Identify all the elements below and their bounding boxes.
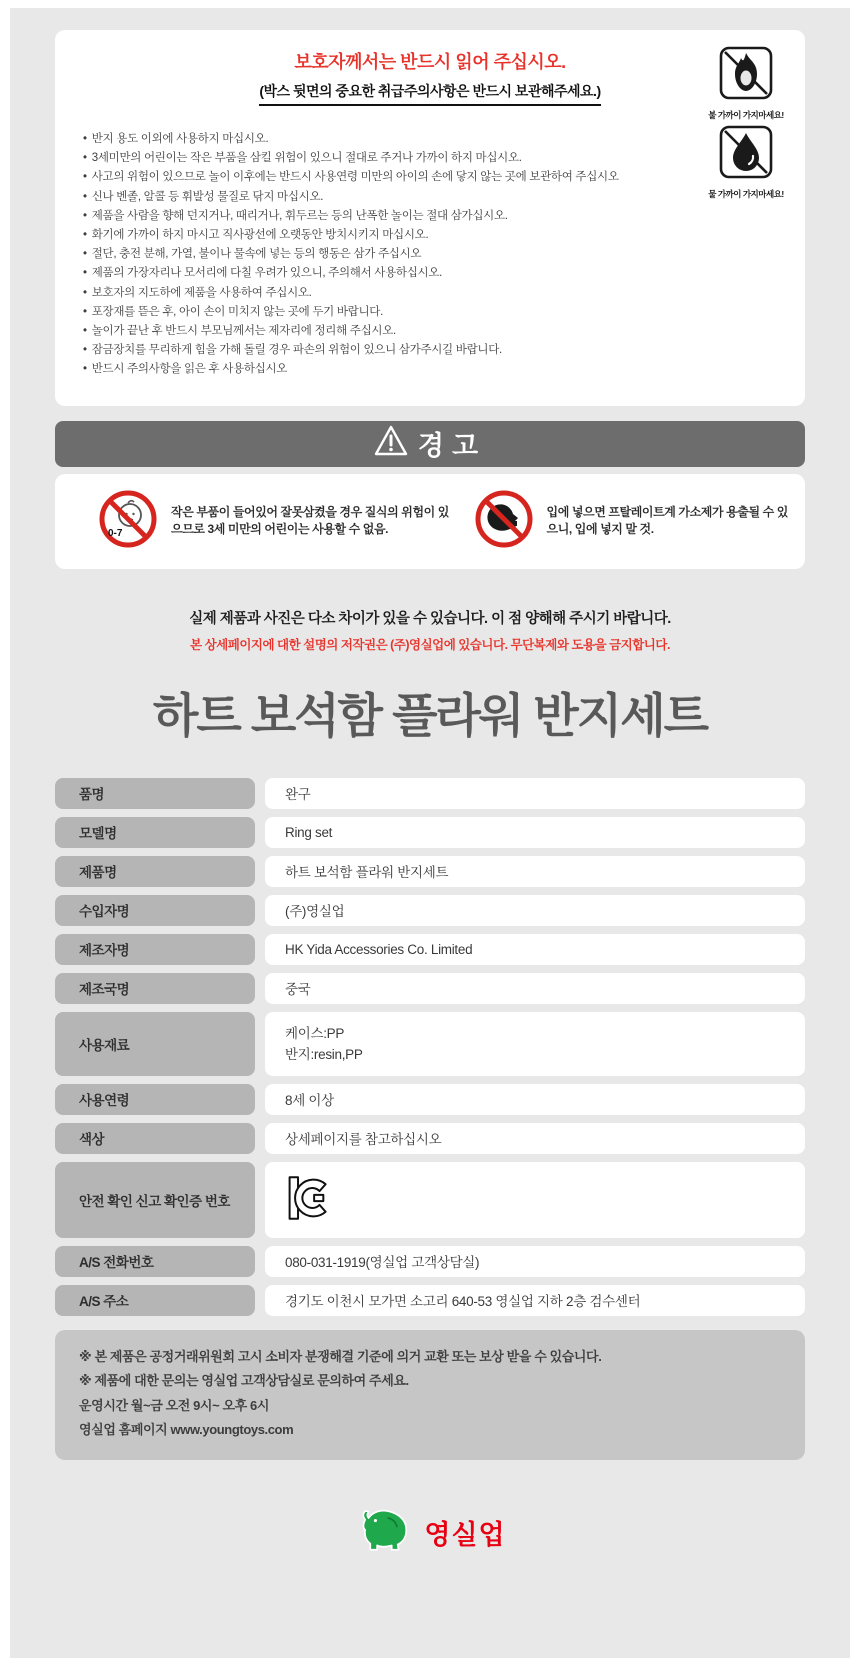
footer-notes-card [55,1330,805,1460]
no-fire-icon [717,89,775,106]
no-water-caption: 물 가까이 가지마세요! [708,189,784,199]
warning-banner-label: 경고 [417,431,487,462]
choking-warning-text: 작은 부품이 들어있어 잘못삼켰을 경우 질식의 위험이 있으므로 3세 미만의 어린이는 사용할 수 없음. [171,504,449,537]
safety-bullet: • 신나 벤졸, 알콜 등 휘발성 물질로 닦지 마십시오. [83,188,695,207]
spec-label: 사용재료 [55,1012,255,1076]
no-fire-caption: 불 가까이 가지마세요! [708,110,784,120]
disclaimer-block [55,607,805,653]
spec-row-country [55,973,805,1004]
footer-homepage: 영실업 홈페이지 www.youngtoys.com [79,1422,294,1438]
spec-label: A/S 전화번호 [55,1246,255,1277]
spec-row-color [55,1123,805,1154]
spec-row-as-address [55,1285,805,1316]
spec-value: 상세페이지를 참고하십시오 [265,1123,805,1154]
spec-label: A/S 주소 [55,1285,255,1316]
spec-label: 안전 확인 신고 확인증 번호 [55,1162,255,1238]
no-water-icon [717,168,775,185]
spec-value: 중국 [265,973,805,1004]
spec-row-certification [55,1162,805,1238]
spec-label: 제조자명 [55,934,255,965]
warning-banner [55,421,805,467]
spec-value: 하트 보석함 플라워 반지세트 [265,856,805,887]
page-background [10,8,850,1658]
no-mouth-icon [473,488,535,555]
safety-bullet: • 보호자의 지도하에 제품을 사용하여 주십시오. [83,284,695,303]
guardian-notice-title: 보호자께서는 반드시 읽어 주십시오. [294,52,566,72]
spec-label: 제품명 [55,856,255,887]
spec-value: 080-031-1919(영실업 고객상담실) [265,1246,805,1277]
spec-row-manufacturer [55,934,805,965]
warning-items-card [55,474,805,569]
footer-note: 운영시간 월~금 오전 9시~ 오후 6시 [79,1397,269,1413]
spec-value: HK Yida Accessories Co. Limited [265,934,805,965]
spec-row-age [55,1084,805,1115]
no-children-0-7-icon [97,488,159,555]
elephant-logo-icon [354,1506,414,1559]
safety-bullet: • 제품을 사람을 향해 던지거나, 때리거나, 휘두르는 등의 난폭한 놀이는 절대 삼가십시오. [83,207,695,226]
safety-bullet: • 잠금장치를 무리하게 힘을 가해 돌릴 경우 파손의 위험이 있으니 삼가주시길 바랍니다. [83,341,695,360]
safety-bullet: • 사고의 위험이 있으므로 놀이 이후에는 반드시 사용연령 미만의 아이의 손에 닿지 않는 곳에 보관하여 주십시오 [83,168,695,187]
safety-bullet: • 포장재를 뜯은 후, 아이 손이 미치지 않는 곳에 두기 바랍니다. [83,303,695,322]
product-title: 하트 보석함 플라워 반지세트 [153,688,707,742]
safety-bullet: • 제품의 가장자리나 모서리에 다칠 우려가 있으니, 주의해서 사용하십시오. [83,264,695,283]
spec-value-line: 반지:resin,PP [285,1046,363,1062]
safety-bullet: • 반드시 주의사항을 읽은 후 사용하십시오 [83,360,695,379]
guardian-notice-card [55,30,805,406]
safety-bullet: • 절단, 충전 분해, 가열, 불이나 물속에 넣는 등의 행동은 삼가 주십시오 [83,245,695,264]
spec-row-materials [55,1012,805,1076]
safety-bullet: • 반지 용도 이외에 사용하지 마십시오. [83,130,695,149]
guardian-notice-subtitle: (박스 뒷면의 중요한 취급주의사항은 반드시 보관해주세요.) [259,81,600,106]
spec-label: 품명 [55,778,255,809]
no-fire-warning [708,44,783,121]
spec-value-line: 케이스:PP [285,1025,345,1041]
svg-text:0-7: 0-7 [108,527,123,539]
spec-value: 8세 이상 [265,1084,805,1115]
kc-certification-mark [285,1175,331,1224]
spec-row-model-name [55,817,805,848]
spec-label: 제조국명 [55,973,255,1004]
spec-value: 경기도 이천시 모가면 소고리 640-53 영실업 지하 2층 검수센터 [265,1285,805,1316]
spec-value: 완구 [265,778,805,809]
disclaimer-line2: 본 상세페이지에 대한 설명의 저작권은 (주)영실업에 있습니다. 무단복제와 도용을 금지합니다. [190,637,670,652]
phthalate-warning-item [467,488,796,555]
footer-note: ※ 본 제품은 공정거래위원회 고시 소비자 분쟁해결 기준에 의거 교환 또는 보상 받을 수 있습니다. [79,1348,602,1364]
spec-value: Ring set [265,817,805,848]
spec-label: 색상 [55,1123,255,1154]
spec-row-item-name [55,778,805,809]
phthalate-warning-text: 입에 넣으면 프탈레이트계 가소제가 용출될 수 있으니, 입에 넣지 말 것. [546,504,788,537]
spec-label: 수입자명 [55,895,255,926]
brand-name: 영실업 [424,1519,506,1550]
disclaimer-line1: 실제 제품과 사진은 다소 차이가 있을 수 있습니다. 이 점 양해해 주시기 바랍니다. [189,610,671,627]
spec-label: 모델명 [55,817,255,848]
no-water-warning [708,123,783,200]
safety-bullet: • 화기에 가까이 하지 마시고 직사광선에 오랫동안 방치시키지 마십시오. [83,226,695,245]
choking-warning-item [65,488,467,555]
safety-bullet-list [73,130,787,380]
warning-triangle-icon [374,425,408,462]
spec-row-as-phone [55,1246,805,1277]
spec-value: (주)영실업 [265,895,805,926]
spec-row-importer [55,895,805,926]
safety-bullet: • 3세미만의 어린이는 작은 부품을 삼킬 위험이 있으니 절대로 주거나 가까이 하지 마십시오. [83,149,695,168]
spec-table [55,778,805,1316]
footer-note: ※ 제품에 대한 문의는 영실업 고객상담실로 문의하여 주세요. [79,1373,409,1389]
spec-label: 사용연령 [55,1084,255,1115]
safety-bullet: • 놀이가 끝난 후 반드시 부모님께서는 제자리에 정리해 주십시오. [83,322,695,341]
spec-row-product-name [55,856,805,887]
brand-logo [55,1506,805,1559]
